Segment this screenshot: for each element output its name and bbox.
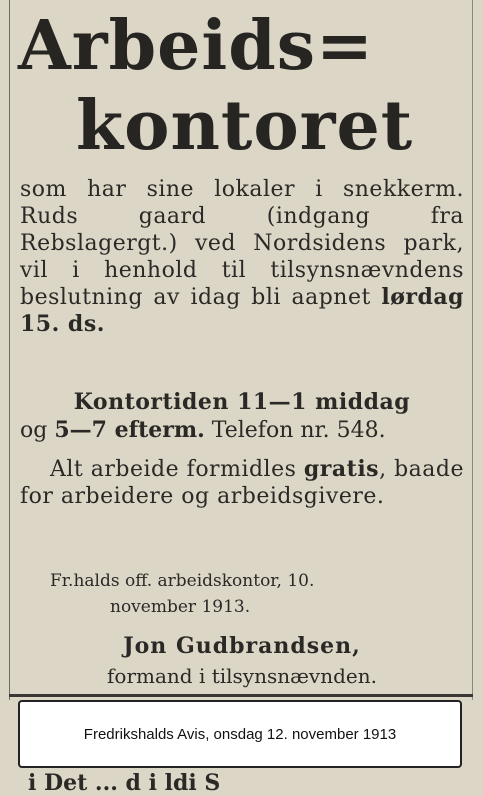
- free-word: gratis: [303, 456, 380, 482]
- signatory-title: formand i tilsynsnævnden.: [107, 664, 377, 688]
- paragraph-text: Alt arbeide formidles: [50, 457, 304, 482]
- headline-line-2: kontoret: [76, 86, 414, 166]
- headline-line-1: Arbeids=: [18, 6, 375, 86]
- office-hours-line: Kontortiden 11—1 middag: [73, 389, 411, 415]
- opening-date: lørdag 15. ds.: [20, 284, 464, 337]
- paragraph-text-end: , baade for arbeidere og arbeidsgivere.: [20, 457, 464, 509]
- signatory-name: Jon Gudbrandsen,: [123, 633, 361, 659]
- office-dateline-line-1: Fr.halds off. arbeidskontor, 10.: [50, 571, 315, 591]
- source-caption: [18, 700, 462, 768]
- paragraph-text: som har sine lokaler i snekkerm. Ruds gaard (indgang fra Rebslagergt.) ved Nordsidens park, vil i henhold til tilsynsnævndens beslutning av idag bli aapnet: [20, 177, 464, 310]
- office-hours: [20, 388, 464, 445]
- announcement-paragraph: [20, 176, 464, 338]
- caption-text: Fredrikshalds Avis, onsdag 12. november 1913: [83, 725, 397, 743]
- free-service-paragraph: [20, 456, 464, 510]
- evening-hours: 5—7 efterm.: [54, 417, 205, 443]
- hours-prefix: og: [20, 418, 55, 443]
- office-dateline: [50, 568, 430, 620]
- column-rule-left: [9, 0, 10, 700]
- office-dateline-line-2: november 1913.: [110, 597, 251, 617]
- next-article-fragment: i Det ... d i ldi S: [28, 770, 221, 796]
- office-hours-evening-line: [20, 416, 464, 445]
- phone-number: Telefon nr. 548.: [204, 418, 386, 443]
- article-end-rule: [9, 694, 473, 697]
